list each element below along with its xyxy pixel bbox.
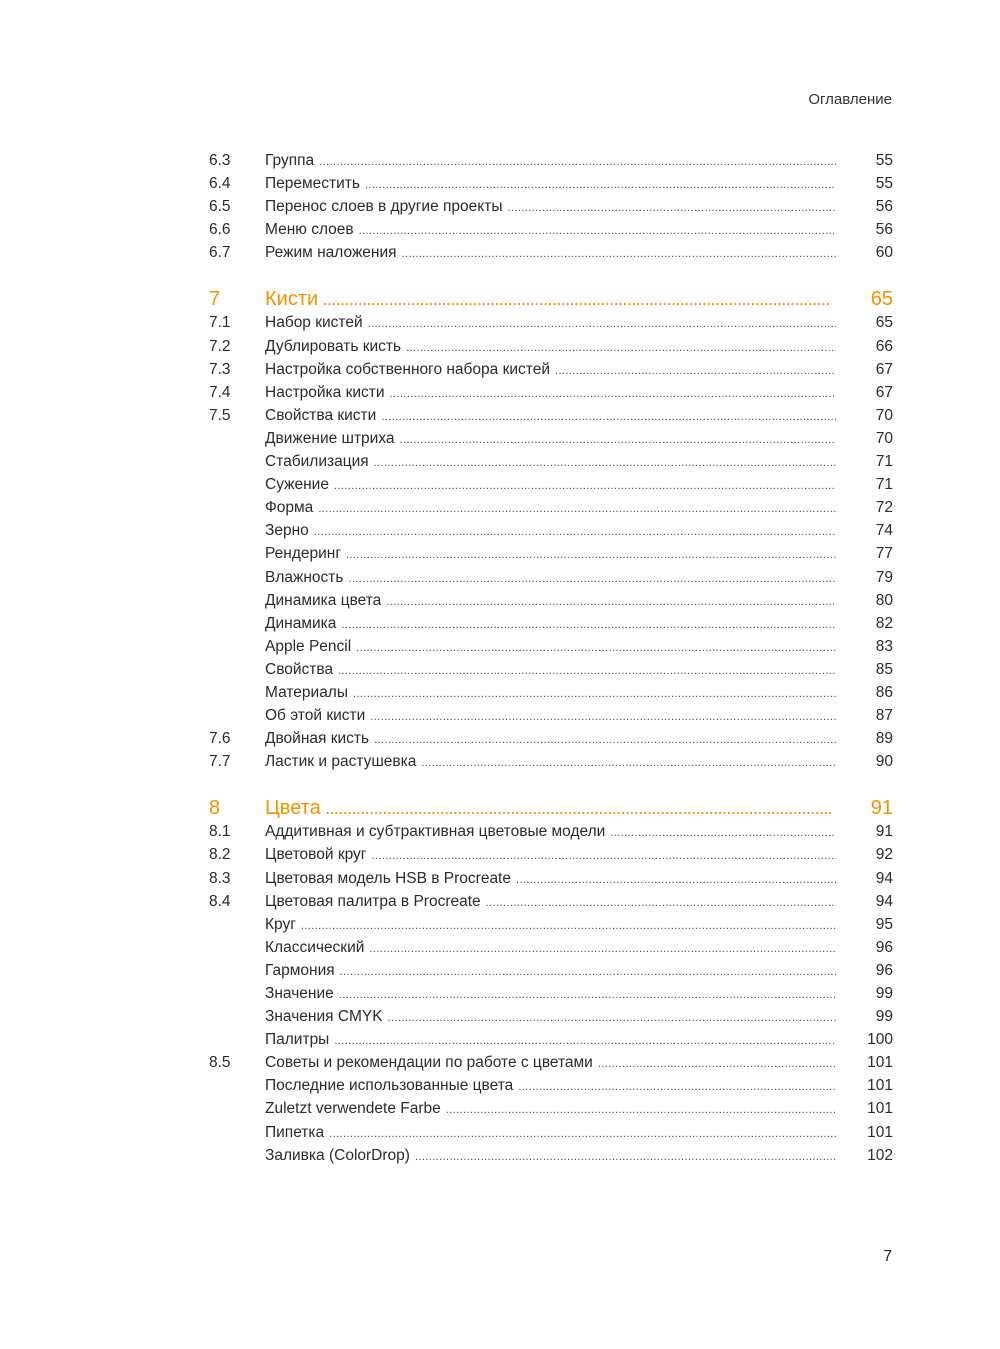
entry-title: Форма	[265, 499, 314, 517]
entry-number: 7.7	[209, 753, 231, 771]
entry-page: 100	[867, 1031, 893, 1049]
entry-page: 77	[875, 545, 893, 563]
dot-leader	[374, 452, 836, 475]
toc-chapter-8[interactable]	[209, 796, 893, 820]
entry-page: 55	[875, 152, 893, 169]
dot-leader	[400, 429, 836, 452]
dot-leader	[415, 1146, 836, 1169]
entry-title: Движение штриха	[265, 429, 395, 447]
entry-number: 7.1	[209, 314, 231, 332]
toc-entry[interactable]	[209, 311, 893, 334]
entry-number: 7.2	[209, 337, 231, 355]
entry-page: 101	[867, 1054, 893, 1072]
toc-entry[interactable]	[209, 843, 893, 866]
toc-entry[interactable]	[209, 681, 893, 704]
toc-entry[interactable]	[209, 1144, 893, 1167]
entry-page: 95	[875, 915, 893, 933]
entry-title: Набор кистей	[265, 314, 363, 332]
entry-title: Пипетка	[265, 1123, 325, 1141]
entry-title: Классический	[265, 938, 365, 956]
entry-page: 79	[875, 568, 893, 586]
entry-title: Группа	[265, 152, 315, 169]
entry-number: 7.3	[209, 360, 231, 378]
dot-leader	[334, 475, 836, 498]
chapter-number: 7	[209, 288, 221, 311]
entry-page: 85	[875, 660, 893, 678]
dot-leader	[402, 243, 836, 266]
dot-leader	[406, 337, 836, 360]
entry-number: 6.6	[209, 221, 231, 239]
dot-leader	[507, 197, 836, 220]
entry-page: 56	[875, 221, 893, 239]
dot-leader	[341, 614, 836, 637]
entry-number: 6.3	[209, 152, 231, 169]
entry-page: 65	[875, 314, 893, 332]
chapter-page: 65	[870, 288, 893, 311]
dot-leader	[314, 521, 836, 544]
toc-entry[interactable]	[209, 519, 893, 542]
toc-entry[interactable]	[209, 496, 893, 519]
entry-title: Zuletzt verwendete Farbe	[265, 1100, 441, 1118]
entry-number: 8.1	[209, 823, 231, 841]
toc-entry[interactable]	[209, 195, 893, 218]
entry-number: 8.3	[209, 869, 231, 887]
toc-entry[interactable]	[209, 566, 893, 589]
entry-title: Цветовой круг	[265, 846, 367, 864]
entry-title: Дублировать кисть	[265, 337, 402, 355]
entry-title: Двойная кисть	[265, 730, 370, 748]
chapter-title: Цвета	[265, 797, 321, 820]
dot-leader	[356, 637, 836, 660]
toc-entry[interactable]	[209, 473, 893, 496]
dot-leader	[319, 151, 836, 174]
entry-title: Сужение	[265, 476, 329, 494]
entry-title: Переместить	[265, 175, 360, 193]
entry-title: Настройка собственного набора кистей	[265, 360, 550, 378]
dot-leader	[301, 915, 836, 938]
entry-number: 6.7	[209, 244, 231, 262]
dot-leader	[359, 220, 836, 243]
entry-title: Гармония	[265, 961, 335, 979]
toc-group-6	[209, 149, 893, 264]
entry-page: 67	[875, 360, 893, 378]
entry-title: Палитры	[265, 1031, 330, 1049]
entry-title: Материалы	[265, 683, 348, 701]
toc-entry[interactable]	[209, 1005, 893, 1028]
entry-page: 82	[875, 614, 893, 632]
toc-entry[interactable]	[209, 820, 893, 843]
toc-entry[interactable]	[209, 1028, 893, 1051]
entry-page: 89	[875, 730, 893, 748]
dot-leader	[516, 869, 836, 892]
entry-number: 7.4	[209, 383, 231, 401]
entry-title: Последние использованные цвета	[265, 1077, 514, 1095]
dot-leader	[421, 752, 836, 775]
entry-number: 6.4	[209, 175, 231, 193]
toc-entry[interactable]	[209, 635, 893, 658]
entry-title: Свойства кисти	[265, 406, 377, 424]
entry-page: 102	[867, 1146, 893, 1164]
toc-entry[interactable]	[209, 218, 893, 241]
dot-leader	[369, 938, 836, 961]
dot-leader	[386, 591, 836, 614]
entry-page: 101	[867, 1123, 893, 1141]
toc-entry[interactable]	[209, 427, 893, 450]
dot-leader	[318, 498, 836, 521]
entry-page: 101	[867, 1100, 893, 1118]
toc-entry[interactable]	[209, 381, 893, 404]
entry-page: 55	[875, 175, 893, 193]
entry-page: 91	[875, 823, 893, 841]
entry-page: 86	[875, 683, 893, 701]
toc-entry[interactable]	[209, 1051, 893, 1074]
entry-title: Влажность	[265, 568, 344, 586]
entry-page: 71	[875, 453, 893, 471]
dot-leader	[388, 1007, 836, 1030]
dot-leader	[339, 984, 836, 1007]
entry-number: 7.5	[209, 406, 231, 424]
entry-number: 8.5	[209, 1054, 231, 1072]
chapter-number: 8	[209, 797, 221, 820]
toc-entry[interactable]	[209, 913, 893, 936]
entry-title: Цветовая палитра в Procreate	[265, 892, 481, 910]
chapter-page: 91	[870, 797, 893, 820]
entry-title: Рендеринг	[265, 545, 341, 563]
dot-leader	[368, 313, 836, 336]
dot-leader	[326, 798, 831, 822]
toc-entry[interactable]	[209, 241, 893, 264]
entry-title: Зерно	[265, 522, 309, 540]
entry-title: Значение	[265, 985, 334, 1002]
dot-leader	[365, 174, 836, 197]
toc-entry[interactable]	[209, 335, 893, 358]
toc-entry[interactable]	[209, 959, 893, 982]
entry-page: 83	[875, 637, 893, 655]
dot-leader	[381, 406, 836, 429]
dot-leader	[598, 1053, 836, 1076]
entry-page: 92	[875, 846, 893, 864]
entry-number: 8.2	[209, 846, 231, 864]
entry-page: 101	[867, 1077, 893, 1095]
toc-entry[interactable]	[209, 704, 893, 727]
entry-title: Цветовая модель HSB в Procreate	[265, 869, 511, 887]
entry-title: Об этой кисти	[265, 707, 366, 725]
entry-page: 90	[875, 753, 893, 771]
dot-leader	[346, 544, 836, 567]
entry-title: Круг	[265, 915, 296, 933]
page-number: 7	[883, 1248, 892, 1265]
entry-page: 87	[875, 707, 893, 725]
dot-leader	[353, 683, 836, 706]
dot-leader	[486, 892, 836, 915]
entry-page: 94	[875, 869, 893, 887]
dot-leader	[374, 729, 836, 752]
entry-page: 80	[875, 591, 893, 609]
toc-entry[interactable]	[209, 358, 893, 381]
entry-page: 99	[875, 1008, 893, 1026]
toc-entry[interactable]	[209, 867, 893, 890]
chapter-title: Кисти	[265, 288, 319, 311]
dot-leader	[334, 1030, 836, 1053]
table-of-contents	[209, 149, 893, 1167]
entry-title: Режим наложения	[265, 244, 397, 262]
dot-leader	[518, 1076, 836, 1099]
dot-leader	[371, 845, 836, 868]
toc-entry[interactable]	[209, 404, 893, 427]
entry-number: 6.5	[209, 198, 231, 216]
toc-entry[interactable]	[209, 1097, 893, 1120]
toc-entry[interactable]	[209, 1121, 893, 1144]
entry-page: 60	[875, 244, 893, 262]
toc-group-8	[209, 820, 893, 1166]
entry-page: 70	[875, 406, 893, 424]
dot-leader	[348, 568, 836, 591]
entry-title: Значения CMYK	[265, 1008, 383, 1026]
entry-title: Динамика цвета	[265, 591, 382, 609]
entry-title: Аддитивная и субтрактивная цветовые модели	[265, 823, 606, 841]
toc-entry[interactable]	[209, 727, 893, 750]
toc-entry[interactable]	[209, 1074, 893, 1097]
running-header: Оглавление	[808, 91, 892, 108]
entry-page: 94	[875, 892, 893, 910]
entry-page: 70	[875, 429, 893, 447]
entry-title: Ластик и растушевка	[265, 753, 417, 771]
dot-leader	[329, 1123, 836, 1146]
toc-entry[interactable]	[209, 658, 893, 681]
toc-chapter-7[interactable]	[209, 287, 893, 311]
toc-entry[interactable]	[209, 172, 893, 195]
entry-title: Настройка кисти	[265, 383, 385, 401]
entry-page: 56	[875, 198, 893, 216]
entry-page: 96	[875, 938, 893, 956]
entry-number: 7.6	[209, 730, 231, 748]
dot-leader	[390, 383, 836, 406]
entry-page: 74	[875, 522, 893, 540]
toc-entry[interactable]	[209, 450, 893, 473]
entry-page: 99	[875, 985, 893, 1002]
entry-page: 71	[875, 476, 893, 494]
dot-leader	[323, 289, 831, 313]
dot-leader	[610, 822, 836, 845]
entry-title: Советы и рекомендации по работе с цветами	[265, 1054, 593, 1072]
toc-entry[interactable]	[209, 612, 893, 635]
toc-entry[interactable]	[209, 750, 893, 773]
entry-title: Перенос слоев в другие проекты	[265, 198, 503, 216]
dot-leader	[338, 660, 836, 683]
dot-leader	[340, 961, 836, 984]
entry-title: Динамика	[265, 614, 337, 632]
entry-page: 66	[875, 337, 893, 355]
entry-title: Apple Pencil	[265, 637, 352, 655]
toc-entry[interactable]	[209, 542, 893, 565]
entry-page: 72	[875, 499, 893, 517]
toc-group-7	[209, 311, 893, 773]
toc-entry[interactable]	[209, 589, 893, 612]
entry-page: 96	[875, 961, 893, 979]
entry-number: 8.4	[209, 892, 231, 910]
toc-entry[interactable]	[209, 936, 893, 959]
toc-entry[interactable]	[209, 149, 893, 172]
entry-page: 67	[875, 383, 893, 401]
dot-leader	[446, 1099, 836, 1122]
toc-entry[interactable]	[209, 890, 893, 913]
entry-title: Заливка (ColorDrop)	[265, 1146, 410, 1164]
dot-leader	[555, 360, 836, 383]
toc-entry[interactable]	[209, 982, 893, 1005]
entry-title: Свойства	[265, 660, 334, 678]
entry-title: Стабилизация	[265, 453, 369, 471]
dot-leader	[370, 706, 836, 729]
entry-title: Меню слоев	[265, 221, 354, 239]
